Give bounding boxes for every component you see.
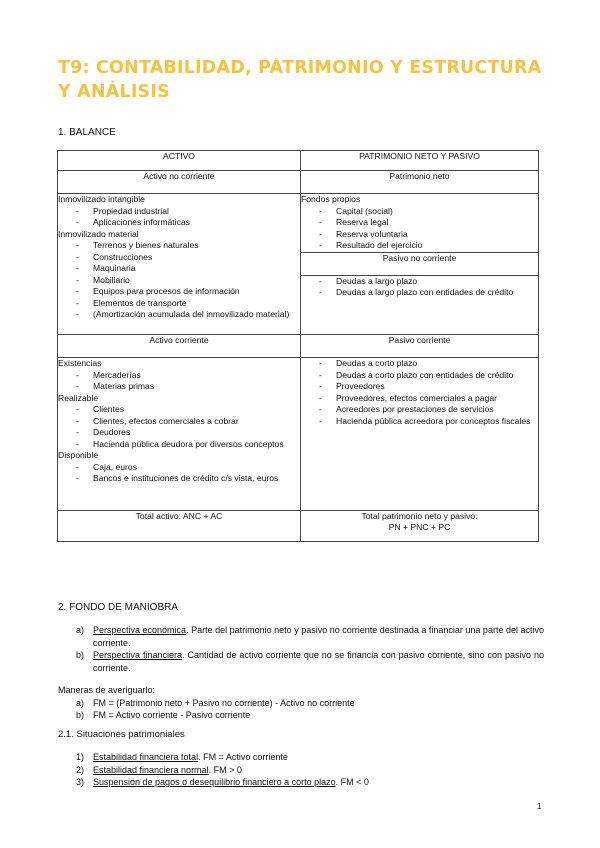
list-item: - Elementos de transporte [58, 298, 300, 310]
list-marker: 1) [76, 752, 85, 762]
list-item: - Propiedad industrial [58, 206, 300, 218]
situaciones-list [58, 751, 544, 789]
total-pasivo-line-1: Total patrimonio neto y pasivo: [361, 511, 478, 521]
list-item: - (Amortización acumulada del inmovilizado material) [58, 309, 300, 321]
balance-table [57, 150, 539, 542]
term: Estabilidad financiera total [93, 752, 199, 762]
term: Suspensión de pagos o desequilibrio financiero a corto plazo [93, 777, 336, 787]
list-marker: 2) [76, 764, 85, 775]
cell-pasivo-corriente [301, 358, 539, 511]
subheader-activo-no-corriente: Activo no corriente [58, 171, 301, 194]
subheader-pasivo-no-corriente: Pasivo no corriente [301, 252, 539, 275]
list-item: - Acreedores por prestaciones de servicios [301, 404, 538, 416]
list-item [58, 624, 544, 649]
col-header-activo: ACTIVO [58, 151, 301, 171]
list-item [58, 751, 544, 764]
definition: . Parte del patrimonio neto y pasivo no corriente destinada a financiar una parte del activo corriente. [93, 625, 544, 648]
list-item: - Deudas a largo plazo con entidades de crédito [301, 287, 538, 299]
list-item: - Hacienda pública deudora por diversos conceptos [58, 439, 300, 451]
col-header-pasivo: PATRIMONIO NETO Y PASIVO [301, 151, 539, 171]
cell-activo-no-corriente [58, 194, 301, 335]
definition: . FM > 0 [208, 764, 242, 775]
section-heading-balance: 1. BALANCE [58, 127, 116, 138]
list-marker: b) [76, 710, 85, 720]
ways-label: Maneras de averiguarlo: [58, 685, 156, 695]
total-activo: Total activo: ANC + AC [58, 511, 301, 542]
group-label: Existencias [58, 358, 102, 368]
term: Perspectiva económica [93, 625, 187, 635]
list-item: - Equipos para procesos de información [58, 286, 300, 298]
cell-pasivo-no-corriente [301, 275, 539, 335]
formula: FM = Activo corriente - Pasivo corriente [93, 710, 251, 720]
list-item [58, 764, 544, 777]
list-marker: a) [76, 625, 85, 635]
page-title: T9: CONTABILIDAD, PATRIMONIO Y ESTRUCTURA Y ANÁLISIS [58, 58, 542, 102]
list-marker: a) [76, 697, 85, 708]
total-pasivo [301, 511, 539, 542]
cell-activo-corriente [58, 358, 301, 511]
list-item [58, 649, 544, 674]
fm-definitions [58, 624, 544, 674]
cell-patrimonio-neto [301, 194, 539, 253]
subheader-activo-corriente: Activo corriente [58, 335, 301, 358]
group-label: Inmovilizado intangible [58, 194, 145, 204]
list-item: - Construcciones [58, 252, 300, 264]
term: Estabilidad financiera normal [93, 764, 209, 775]
list-item: - Reserva legal [301, 217, 538, 229]
list-item: - Aplicaciones informáticas [58, 217, 300, 229]
list-item: - Terrenos y bienes naturales [58, 240, 300, 252]
list-item: - Mobiliario [58, 275, 300, 287]
group-label: Disponible [58, 450, 99, 460]
definition: . Cantidad de activo corriente que no se financia con pasivo corriente, sino con pasivo no corriente. [93, 650, 544, 673]
list-item: - Clientes [58, 404, 300, 416]
list-item: - Deudas a corto plazo con entidades de crédito [301, 370, 538, 382]
section-heading-fondo-maniobra: 2. FONDO DE MANIOBRA [58, 602, 179, 613]
definition: . FM < 0 [335, 777, 369, 787]
list-item: - Hacienda pública acreedora por conceptos fiscales [301, 416, 538, 428]
list-marker: 3) [76, 777, 85, 787]
list-item: - Mercaderías [58, 370, 300, 382]
list-item: - Deudas a corto plazo [301, 358, 538, 370]
fm-formulas [58, 684, 544, 722]
section-heading-situaciones: 2.1. Situaciones patrimoniales [58, 729, 185, 740]
group-label: Fondos propios [301, 194, 361, 204]
subheader-patrimonio-neto: Patrimonio neto [301, 171, 539, 194]
total-pasivo-line-2: PN + PNC + PC [388, 522, 451, 532]
list-item: - Clientes, efectos comerciales a cobrar [58, 416, 300, 428]
list-item: - Caja, euros [58, 462, 300, 474]
list-item: - Bancos e instituciones de crédito c/s vista, euros [58, 473, 300, 485]
list-item: - Deudas a largo plazo [301, 276, 538, 288]
group-label: Inmovilizado material [58, 228, 139, 239]
list-item: - Capital (social) [301, 206, 538, 218]
list-item: - Maquinaria [58, 263, 300, 275]
page-number: 1 [537, 802, 542, 811]
list-item: - Deudores [58, 427, 300, 439]
subheader-pasivo-corriente: Pasivo corriente [301, 335, 539, 358]
list-item [58, 776, 544, 789]
definition: . FM = Activo corriente [198, 752, 288, 762]
list-item: - Materias primas [58, 381, 300, 393]
list-item [58, 697, 544, 710]
group-label: Realizable [58, 392, 99, 403]
term: Perspectiva financiera [93, 650, 182, 660]
list-marker: b) [76, 650, 85, 660]
list-item: - Resultado del ejercicio [301, 240, 538, 252]
list-item: - Proveedores, efectos comerciales a pagar [301, 393, 538, 405]
list-item [58, 709, 544, 722]
list-item: - Reserva voluntaria [301, 229, 538, 241]
formula: FM = (Patrimonio neto + Pasivo no corriente) - Activo no corriente [93, 697, 355, 708]
list-item: - Proveedores [301, 381, 538, 393]
